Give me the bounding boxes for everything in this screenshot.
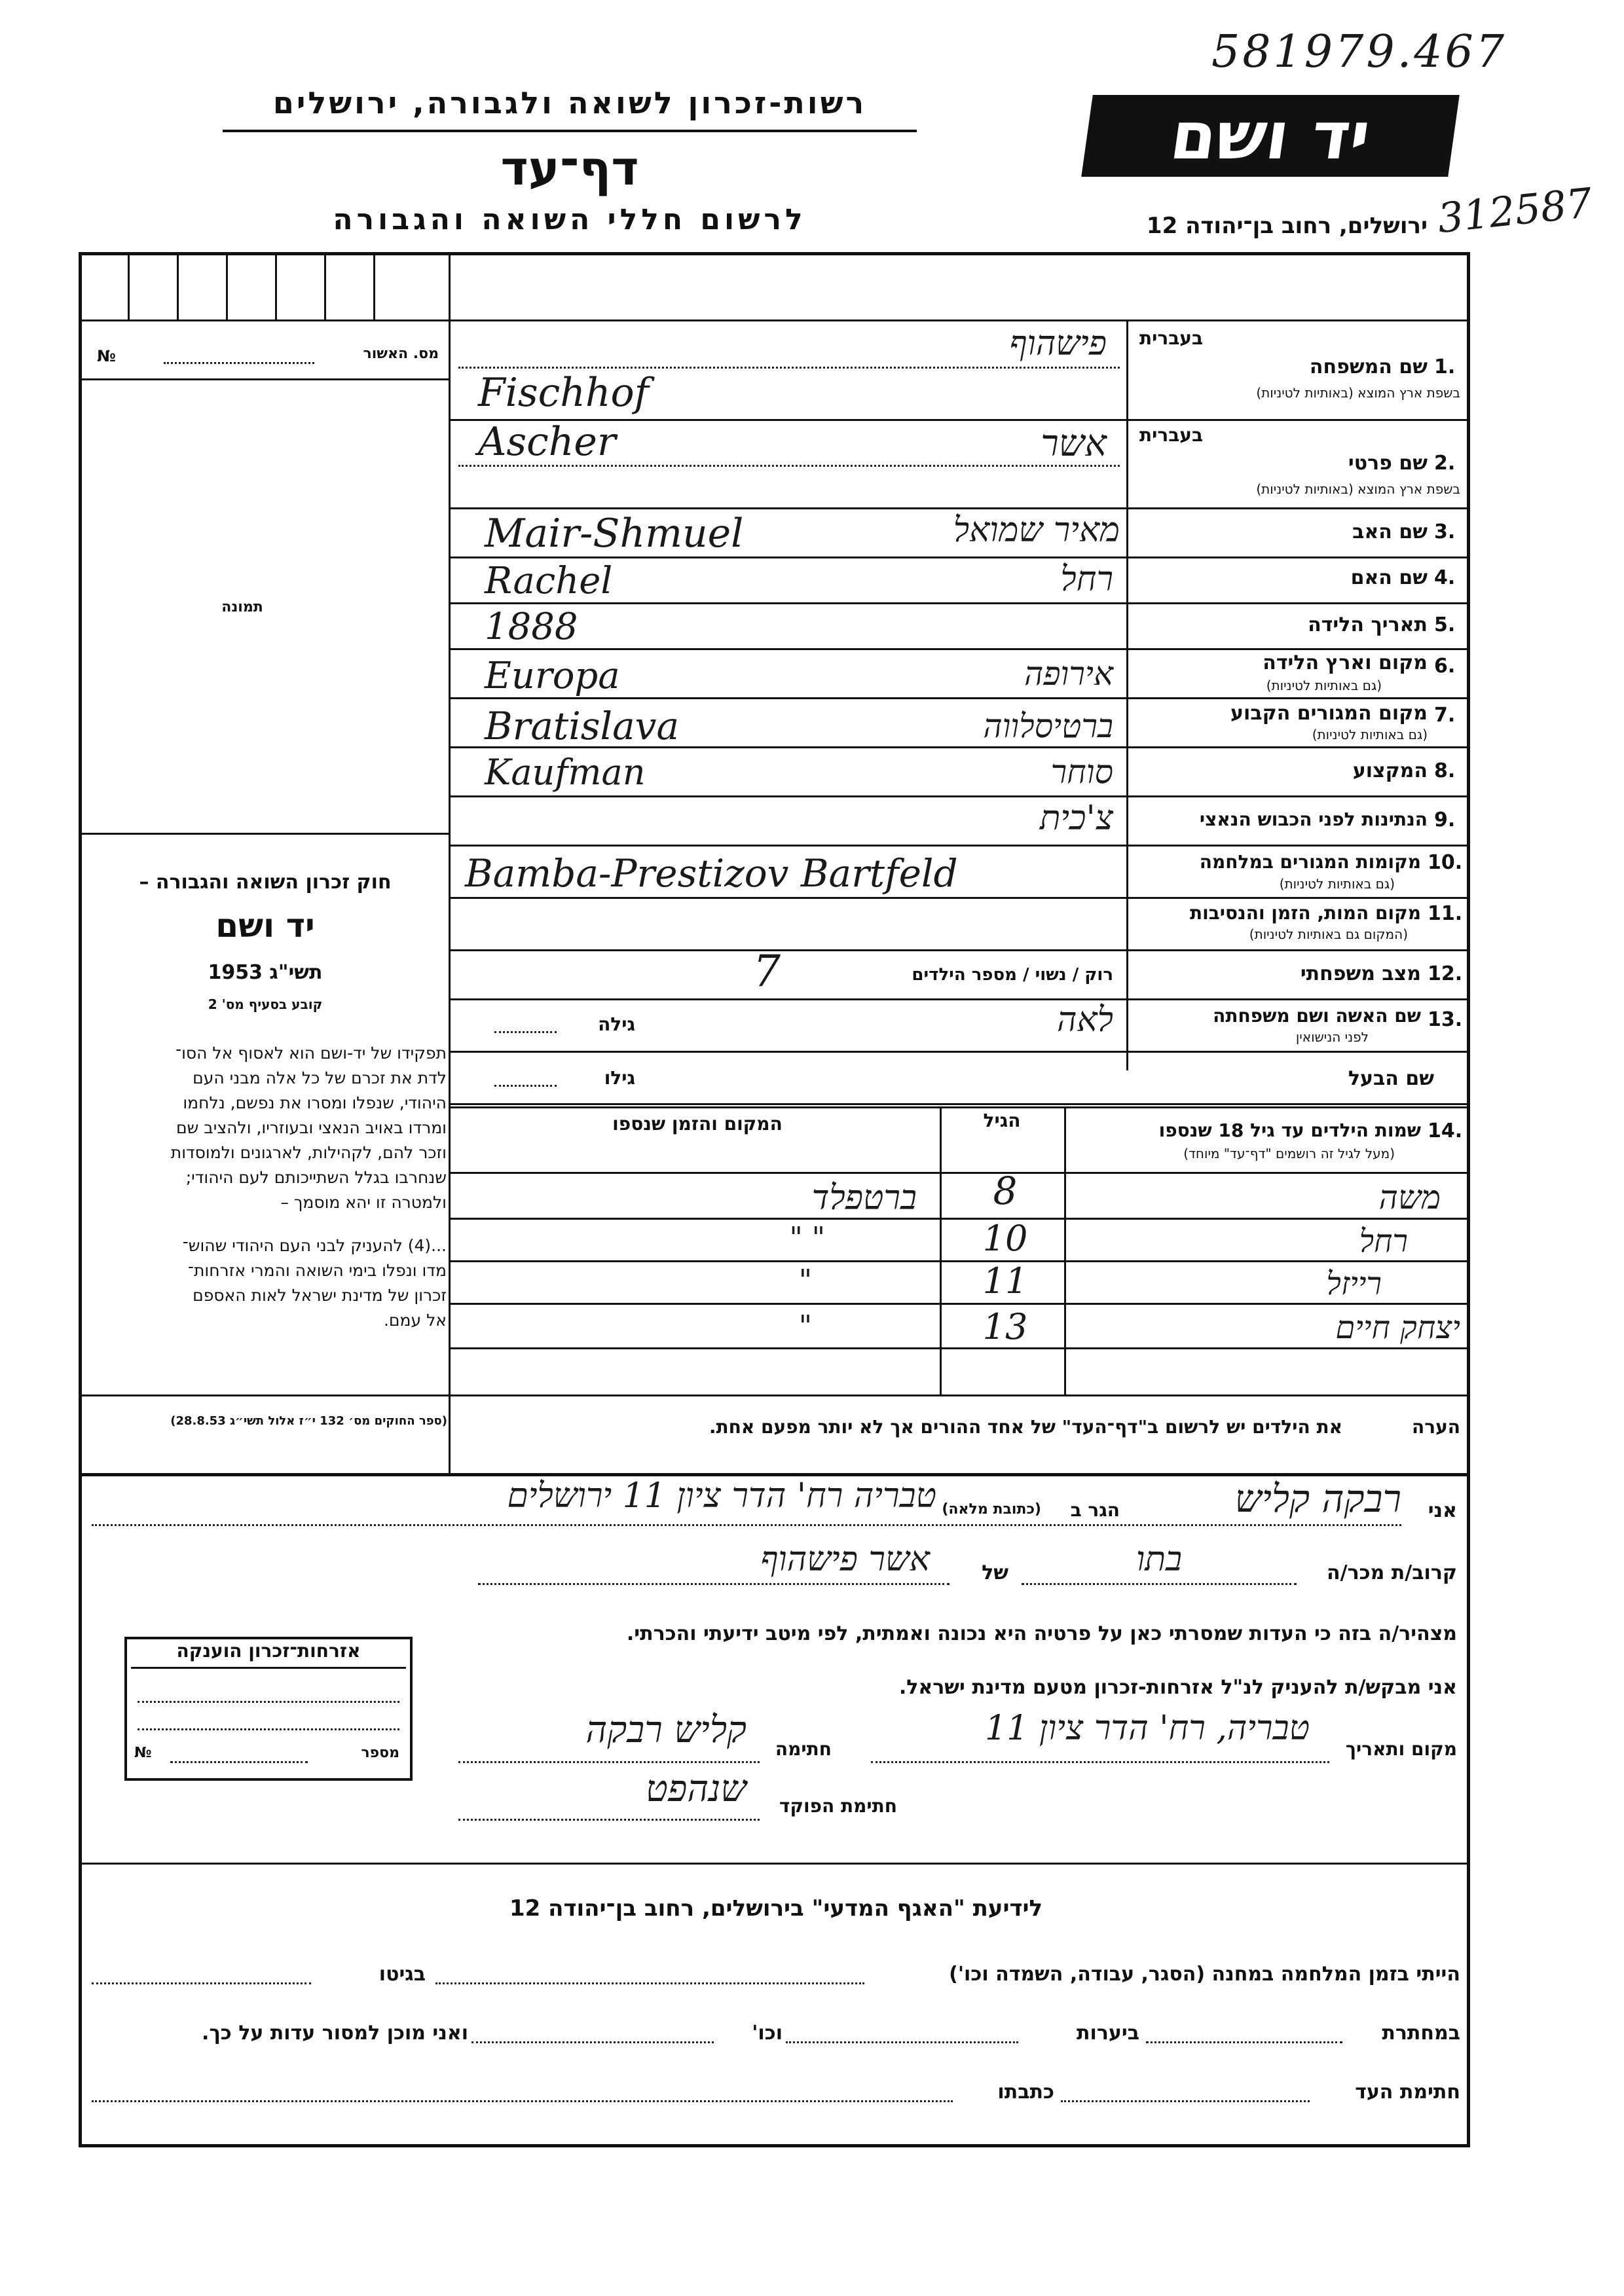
husband-label: שם הבעל <box>1348 1067 1434 1090</box>
place-date-label: מקום ותאריך <box>1345 1738 1457 1760</box>
field3-number: 3. <box>1434 520 1456 543</box>
field8-label: המקצוע <box>1352 759 1428 782</box>
witness-name-value[interactable]: רבקה קליש <box>1234 1476 1401 1521</box>
field9-label: הנתינות לפני הכבוש הנאצי <box>1199 809 1428 830</box>
page-frame <box>79 252 1470 2147</box>
law-name: יד ושם <box>215 907 315 945</box>
witness-relation-value[interactable]: בתו <box>1135 1540 1183 1579</box>
witness-of-value[interactable]: אשר פישהוף <box>760 1540 930 1579</box>
law-source: (ספר החוקים מס׳ 132 י״ז אלול תשי״ג 28.8.53) <box>170 1414 447 1428</box>
field7-latin-value[interactable]: Bratislava <box>485 704 680 748</box>
field8-latin-value[interactable]: Kaufman <box>485 752 646 793</box>
field6-number: 6. <box>1434 655 1456 678</box>
field9-number: 9. <box>1434 809 1456 831</box>
child-place[interactable]: " " <box>789 1221 825 1254</box>
citizenship-number-mark: № <box>134 1745 152 1761</box>
field6-hebrew-value[interactable]: אירופה <box>1024 655 1113 693</box>
form-subtitle: לרשום חללי השואה והגבורה <box>333 203 807 236</box>
child-place[interactable]: " <box>798 1264 812 1297</box>
note-text: את הילדים יש לרשום ב"דף־העד" של אחד ההורים אך לא יותר מפעם אחת. <box>709 1416 1342 1438</box>
children-header-age: הגיל <box>983 1110 1021 1131</box>
side-number: 312587 <box>1435 178 1595 243</box>
child-age[interactable]: 11 <box>982 1260 1028 1302</box>
field10-label: מקומות המגורים במלחמה <box>1199 851 1421 873</box>
field11-label: מקום המות, הזמן והנסיבות <box>1189 902 1421 924</box>
footer-title: לידיעת "האגף המדעי" בירושלים, רחוב בן־יהודה 12 <box>509 1895 1043 1922</box>
field4-label: שם האם <box>1350 566 1428 589</box>
law-text-line: ...(4) להעניק לבני העם היהודי שהוש־ <box>182 1236 447 1255</box>
signature-value[interactable]: קליש רבקה <box>585 1709 747 1751</box>
child-age[interactable]: 10 <box>982 1218 1028 1259</box>
footer-camp-label: הייתי בזמן המלחמה במחנה (הסגר, עבודה, השמדה וכו') <box>949 1963 1460 1986</box>
law-text-line: היהודי, שנפלו ומסרו את נפשם, נלחמו <box>183 1093 447 1112</box>
law-text-line: תפקידו של יד-ושם הוא לאסוף אל הסו־ <box>175 1044 447 1063</box>
child-name[interactable]: משה <box>1378 1178 1441 1216</box>
officer-label: חתימת הפוקד <box>779 1795 897 1817</box>
law-title: חוק זכרון השואה והגבורה – <box>139 871 392 894</box>
field2-hebrew-value[interactable]: אשר <box>1041 422 1107 465</box>
field12-label: מצב משפחתי <box>1300 962 1421 985</box>
footer-address-label: כתבתו <box>997 2081 1054 2104</box>
approval-label: מס. האשור <box>363 346 439 362</box>
field9-value[interactable]: צ'כית <box>1039 799 1113 838</box>
field7-hebrew-value[interactable]: ברטיסלווה <box>983 707 1113 745</box>
field8-hebrew-value[interactable]: סוחר <box>1050 753 1113 791</box>
citizenship-title: אזרחות־זכרון הוענקה <box>131 1640 406 1669</box>
children-number: 14. <box>1428 1120 1463 1142</box>
field6-sub: (גם באותיות לטיניות) <box>1266 678 1382 693</box>
law-text-line: ומרדו באויב הנאצי ובעוזריו, ולהציב שם <box>176 1118 447 1137</box>
children-header-sub: (מעל לגיל זה רושמים "דף־עד" מיוחד) <box>1183 1146 1395 1161</box>
field10-value[interactable]: Bamba-Prestizov Bartfeld <box>465 851 958 896</box>
child-age[interactable]: 8 <box>993 1169 1018 1213</box>
witness-i-label: אני <box>1428 1499 1457 1522</box>
form-title: דף־עד <box>500 141 639 196</box>
field5-label: תאריך הלידה <box>1308 613 1428 636</box>
field10-sub: (גם באותיות לטיניות) <box>1279 876 1395 892</box>
witness-declaration: מצהיר/ה בזה כי העדות שמסרתי כאן על פרטיה היא נכונה ואמתית, לפי מיטב ידיעתי והכרתי. <box>626 1622 1457 1645</box>
field11-number: 11. <box>1428 902 1463 925</box>
law-section: קובע בסעיף מס' 2 <box>208 996 323 1012</box>
field2-hebrew-tag: בעברית <box>1139 424 1204 446</box>
photo-label: תמונה <box>221 599 263 615</box>
field3-hebrew-value[interactable]: מאיר שמואל <box>953 511 1120 550</box>
law-year: תשי"ג 1953 <box>208 961 323 984</box>
stamp-number: 581979.467 <box>1211 26 1507 78</box>
law-text-line: זכרון של מדינת ישראל לאות האספם <box>193 1286 447 1305</box>
field2-latin-value[interactable]: Ascher <box>478 419 616 465</box>
law-text-line: ולמטרה זו יהא מוסמך – <box>280 1193 447 1212</box>
field1-sub: בשפת ארץ המוצא (באותיות לטיניות) <box>1256 385 1460 401</box>
field5-value[interactable]: 1888 <box>485 606 578 648</box>
field13-number: 13. <box>1428 1008 1463 1031</box>
citizenship-number-label: מספר <box>361 1745 399 1761</box>
field1-hebrew-value[interactable]: פישהוף <box>1009 324 1107 363</box>
law-text-line: מדו ונפלו בימי השואה והמרי אזרחות־ <box>187 1261 447 1280</box>
witness-of-label: של <box>982 1561 1008 1584</box>
field7-number: 7. <box>1434 704 1456 727</box>
footer-witness-sign-label: חתימת העד <box>1355 2081 1460 2104</box>
field10-number: 10. <box>1428 851 1463 874</box>
witness-address-hint: (כתובת מלאה) <box>942 1501 1041 1518</box>
child-name[interactable]: רחל <box>1359 1223 1408 1260</box>
children-header-names: שמות הילדים עד גיל 18 שנספו <box>1158 1120 1421 1141</box>
witness-lives-label: הגר ב <box>1070 1499 1120 1521</box>
wife-age-label: גילה <box>598 1013 635 1035</box>
field13-label: שם האשה ושם משפחתה <box>1213 1005 1421 1027</box>
field4-latin-value[interactable]: Rachel <box>485 560 613 602</box>
authority-name: רשות-זכרון לשואה ולגבורה, ירושלים <box>272 85 867 120</box>
child-place[interactable]: ברטפלד <box>811 1178 917 1218</box>
field4-number: 4. <box>1434 566 1456 589</box>
header-address: ירושלים, רחוב בן־יהודה 12 <box>1146 213 1428 239</box>
witness-request: אני מבקש/ת להעניק לנ"ל אזרחות-זכרון מטעם מדינת ישראל. <box>898 1676 1457 1699</box>
field2-sub: בשפת ארץ המוצא (באותיות לטיניות) <box>1256 481 1460 497</box>
field12-number: 12. <box>1428 962 1463 985</box>
law-text-line: שנחרבו בגלל השתייכותם לעם היהודי; <box>185 1168 447 1187</box>
field11-sub: (המקום גם באותיות לטיניות) <box>1249 926 1408 942</box>
signature-label: חתימה <box>775 1738 832 1760</box>
law-text-line: לדת את זכרם של כל אלה מבני העם <box>193 1068 447 1087</box>
officer-signature[interactable]: שנהפט <box>646 1768 747 1810</box>
footer-etc-label: וכו' <box>752 2022 783 2045</box>
field13-sub: לפני הנישואין <box>1295 1029 1369 1045</box>
witness-relative-label: קרוב/ת מכר/ה <box>1327 1561 1457 1584</box>
authority-underline <box>223 130 917 132</box>
law-text-line: וזכר להם, לקהילות, לארגונים ולמוסדות <box>170 1143 447 1162</box>
field1-label: שם המשפחה <box>1309 355 1428 378</box>
law-text-line: אל עמם. <box>383 1311 447 1330</box>
approval-number-mark: № <box>97 347 116 365</box>
field3-label: שם האב <box>1352 520 1428 543</box>
footer-ready-text: ואני מוכן למסור עדות על כך. <box>202 2022 468 2045</box>
footer-forests-label: ביערות <box>1077 2022 1139 2045</box>
witness-address-value[interactable]: טבריה רח' הדר ציון 11 ירושלים <box>507 1476 936 1516</box>
field1-number: 1. <box>1434 355 1456 378</box>
footer-underground-label: במחתרת <box>1382 2022 1460 2045</box>
husband-age-label: גילו <box>604 1067 635 1089</box>
field6-latin-value[interactable]: Europa <box>485 655 620 697</box>
field7-label: מקום המגורים הקבוע <box>1230 702 1428 725</box>
field1-latin-value[interactable]: Fischhof <box>478 370 649 416</box>
note-label: הערה <box>1412 1416 1460 1438</box>
field5-number: 5. <box>1434 613 1456 636</box>
field2-number: 2. <box>1434 452 1456 475</box>
field13-value[interactable]: לאה <box>1057 1000 1113 1040</box>
footer-ghetto-label: בגיטו <box>378 1963 426 1986</box>
field12-options: רוק / נשוי / מספר הילדים <box>912 965 1113 985</box>
child-age[interactable]: 13 <box>982 1306 1028 1347</box>
field12-children-count[interactable]: 7 <box>753 946 781 996</box>
child-name[interactable]: יצחק חיים <box>1335 1309 1460 1346</box>
field4-hebrew-value[interactable]: רחל <box>1060 560 1113 599</box>
field8-number: 8. <box>1434 759 1456 782</box>
child-place[interactable]: " <box>798 1309 812 1343</box>
child-name[interactable]: רייזל <box>1326 1266 1382 1302</box>
place-date-value[interactable]: טבריה, רח' הדר ציון 11 <box>985 1709 1310 1748</box>
field2-label: שם פרטי <box>1348 452 1428 475</box>
field6-label: מקום וארץ הלידה <box>1263 651 1428 674</box>
field1-hebrew-tag: בעברית <box>1139 327 1204 349</box>
yad-vashem-logo: יד ושם <box>1081 95 1460 177</box>
children-header-place: המקום והזמן שנספו <box>612 1113 783 1135</box>
field3-latin-value[interactable]: Mair-Shmuel <box>485 511 744 556</box>
field7-sub: (גם באותיות לטיניות) <box>1312 727 1428 742</box>
